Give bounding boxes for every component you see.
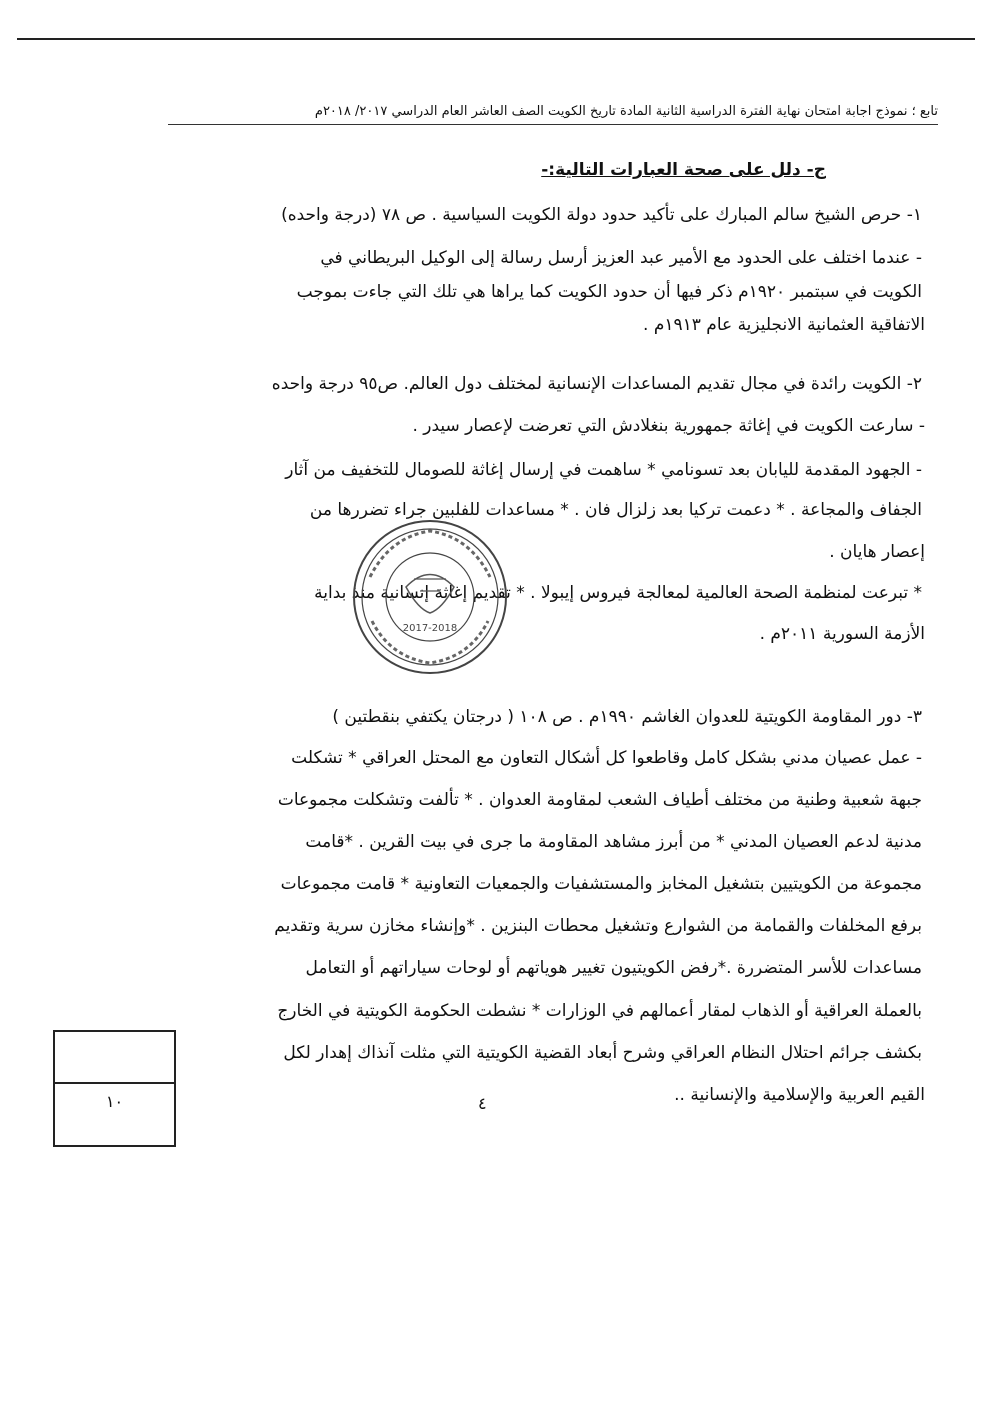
answer-3-line-3: مدنية لدعم العصيان المدني * من أبرز مشاهد المقاومة ما جرى في بيت القرين . *قامت <box>305 832 922 852</box>
answer-2-line-4: إعصار هايان . <box>829 542 925 562</box>
score-box-divider <box>55 1082 174 1084</box>
score-box <box>53 1030 176 1147</box>
question-2: ٢- الكويت رائدة في مجال تقديم المساعدات الإنسانية لمختلف دول العالم. ص٩٥ درجة واحده <box>271 374 922 394</box>
section-heading: ج- دلل على صحة العبارات التالية:- <box>541 160 826 180</box>
answer-3-line-8: بكشف جرائم احتلال النظام العراقي وشرح أبعاد القضية الكويتية التي مثلت آنذاك إهدار لكل <box>283 1043 922 1063</box>
answer-1-line-1: - عندما اختلف على الحدود مع الأمير عبد العزيز أرسل رسالة إلى الوكيل البريطاني في <box>320 248 922 268</box>
question-1: ١- حرص الشيخ سالم المبارك على تأكيد حدود دولة الكويت السياسية . ص ٧٨ (درجة واحده) <box>281 205 922 225</box>
answer-1-line-2: الكويت في سبتمبر ١٩٢٠م ذكر فيها أن حدود الكويت كما يراها هي تلك التي جاءت بموجب <box>296 282 922 302</box>
answer-3-line-5: برفع المخلفات والقمامة من الشوارع وتشغيل محطات البنزين . *وإنشاء مخازن سرية وتقديم <box>274 916 922 936</box>
answer-2-line-5: * تبرعت لمنظمة الصحة العالمية لمعالجة فيروس إيبولا . * تقديم إغاثة إنسانية منذ بداية <box>314 583 922 603</box>
header-underline <box>168 124 938 125</box>
answer-3-line-1: - عمل عصيان مدني بشكل كامل وقاطعوا كل أشكال التعاون مع المحتل العراقي * تشكلت <box>291 748 922 768</box>
page-header: تابع ؛ نموذج اجابة امتحان نهاية الفترة الدراسية الثانية المادة تاريخ الكويت الصف العاشر العام الدراسي ٢٠١٧/ ٢٠١٨م <box>314 104 938 119</box>
answer-3-line-2: جبهة شعبية وطنية من مختلف أطياف الشعب لمقاومة العدوان . * تألفت وتشكلت مجموعات <box>277 790 922 810</box>
top-border-line <box>17 38 975 40</box>
answer-3-line-4: مجموعة من الكويتيين بتشغيل المخابز والمستشفيات والجمعيات التعاونية * قامت مجموعات <box>280 874 922 894</box>
answer-2-line-3: الجفاف والمجاعة . * دعمت تركيا بعد زلزال فان . * مساعدات للفلبين جراء تضررها من <box>309 500 922 520</box>
answer-1-line-3: الاتفاقية العثمانية الانجليزية عام ١٩١٣م . <box>643 315 925 335</box>
answer-3-line-6: مساعدات للأسر المتضررة .*رفض الكويتيون تغيير هوياتهم أو لوحات سياراتهم أو التعامل <box>305 958 922 978</box>
school-stamp-seal <box>350 517 510 677</box>
answer-3-line-7: بالعملة العراقية أو الذهاب لمقار أعمالهم في الوزارات * نشطت الحكومة الكويتية في الخارج <box>277 1001 922 1021</box>
answer-2-line-6: الأزمة السورية ٢٠١١م . <box>759 624 925 644</box>
answer-2-line-1: - سارعت الكويت في إغاثة جمهورية بنغلادش التي تعرضت لإعصار سيدر . <box>412 416 925 436</box>
stamp-year: 2017-2018 <box>402 623 458 634</box>
score-value: ١٠ <box>105 1092 124 1111</box>
answer-2-line-2: - الجهود المقدمة لليابان بعد تسونامي * ساهمت في إرسال إغاثة للصومال للتخفيف من آثار <box>285 460 922 480</box>
answer-3-line-9: القيم العربية والإسلامية والإنسانية .. <box>674 1085 925 1105</box>
page-number: ٤ <box>478 1094 487 1113</box>
question-3: ٣- دور المقاومة الكويتية للعدوان الغاشم ١٩٩٠م . ص ١٠٨ ( درجتان يكتفي بنقطتين ) <box>332 707 922 727</box>
